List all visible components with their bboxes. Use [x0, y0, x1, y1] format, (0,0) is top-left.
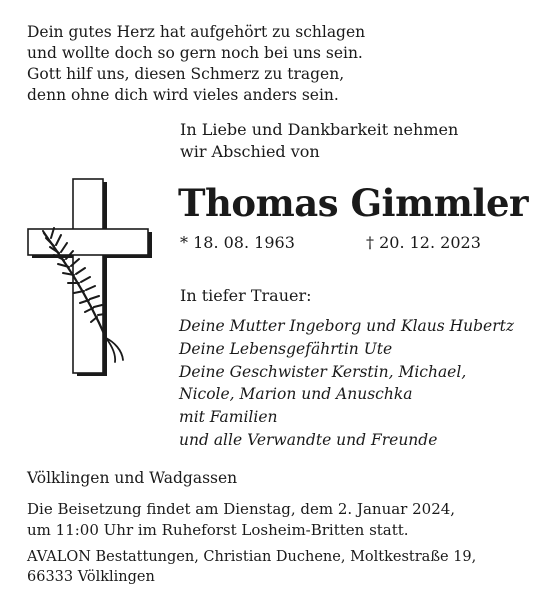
poem-line: Dein gutes Herz hat aufgehört zu schlagen: [27, 23, 366, 41]
funeral-line: um 11:00 Uhr im Ruheforst Losheim-Britten statt.: [27, 520, 409, 539]
birth-date: * 18. 08. 1963: [180, 233, 295, 252]
death-date: † 20. 12. 2023: [366, 233, 481, 252]
location: Völklingen und Wadgassen: [27, 469, 238, 487]
mourner-line: Deine Geschwister Kerstin, Michael,: [179, 362, 467, 381]
funeral-line: Die Beisetzung findet am Dienstag, dem 2. Januar 2024,: [27, 500, 456, 518]
intro-line: In Liebe und Dankbarkeit nehmen: [180, 120, 459, 139]
undertaker-line: 66333 Völklingen: [27, 569, 155, 585]
undertaker-address: [27, 547, 476, 587]
poem-line: Gott hilf uns, diesen Schmerz zu tragen,: [27, 65, 345, 83]
poem: [27, 22, 365, 106]
poem-line: und wollte doch so gern noch bei uns sein.: [27, 44, 363, 62]
farewell-intro: [180, 119, 458, 163]
mourning-heading: In tiefer Trauer:: [180, 286, 312, 305]
poem-line: denn ohne dich wird vieles anders sein.: [27, 86, 339, 104]
mourners-list: [179, 315, 514, 452]
intro-line: wir Abschied von: [180, 142, 320, 161]
mourner-line: und alle Verwandte und Freunde: [179, 430, 438, 449]
mourner-line: Deine Mutter Ingeborg und Klaus Hubertz: [179, 317, 515, 335]
mourner-line: Nicole, Marion und Anuschka: [179, 385, 413, 404]
mourner-line: mit Familien: [179, 408, 278, 427]
undertaker-line: AVALON Bestattungen, Christian Duchene, Moltkestraße 19,: [27, 549, 477, 565]
cross-with-palm-branch-icon: [26, 178, 158, 378]
deceased-name: Thomas Gimmler: [178, 181, 528, 225]
mourner-line: Deine Lebensgefährtin Ute: [179, 339, 393, 358]
funeral-notice: [27, 499, 455, 540]
